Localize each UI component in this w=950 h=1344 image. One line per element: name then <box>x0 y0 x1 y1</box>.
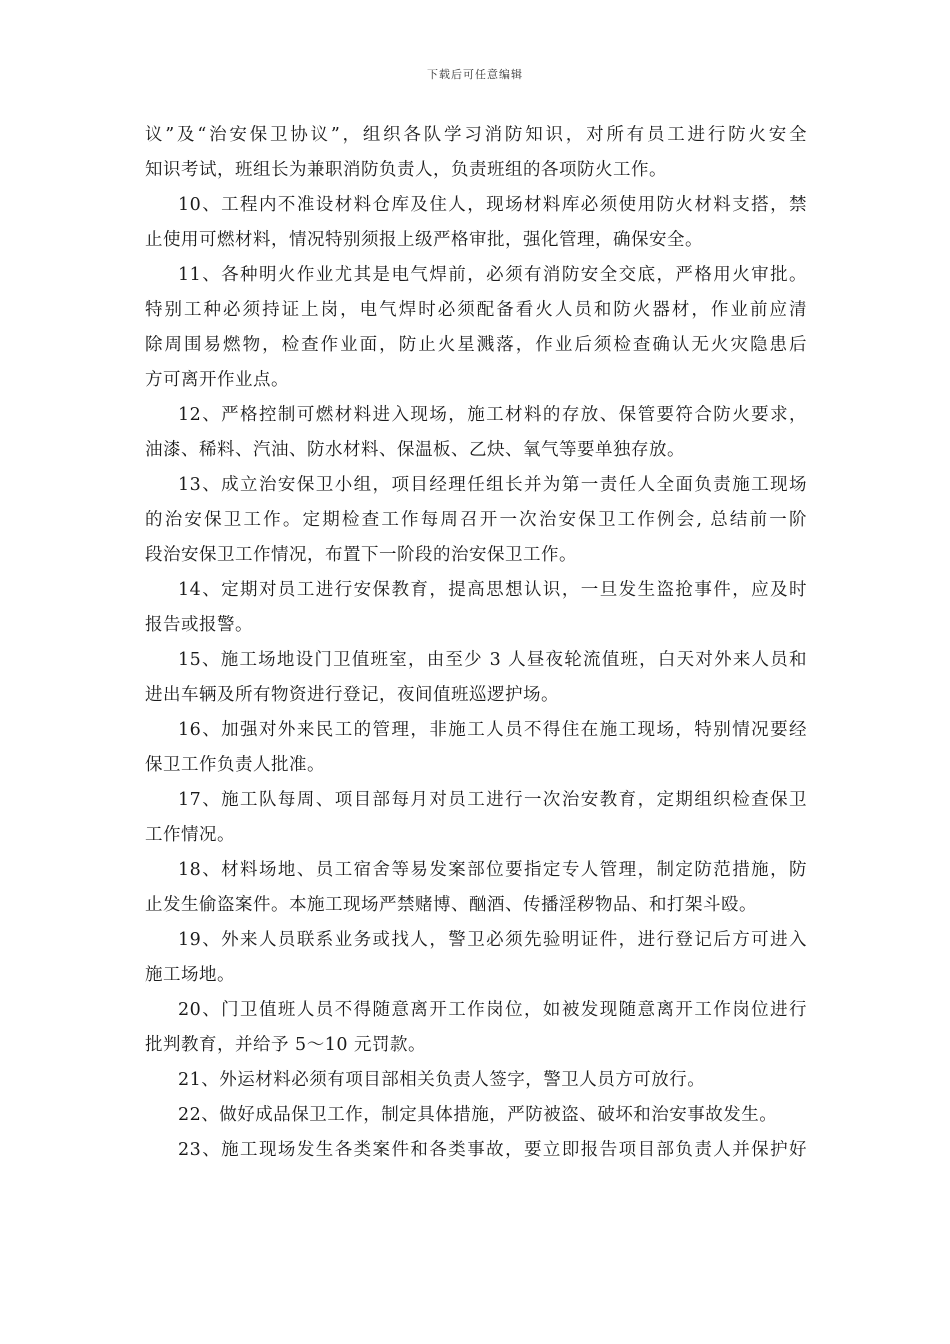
text-line: 19、外来人员联系业务或找人，警卫必须先验明证件，进行登记后方可进入 <box>178 930 807 950</box>
text-line: 22、做好成品保卫工作，制定具体措施，严防被盗、破坏和治安事故发生。 <box>178 1105 778 1125</box>
text-line: 的治安保卫工作。定期检查工作每周召开一次治安保卫工作例会, 总结前一阶 <box>145 510 807 530</box>
text-line: 工作情况。 <box>145 825 235 845</box>
text-line: 除周围易燃物，检查作业面，防止火星溅落，作业后须检查确认无火灾隐患后 <box>145 335 807 355</box>
text-line: 保卫工作负责人批准。 <box>145 755 325 775</box>
text-line: 14、定期对员工进行安保教育，提高思想认识，一旦发生盗抢事件，应及时 <box>178 580 807 600</box>
text-line: 知识考试，班组长为兼职消防负责人，负责班组的各项防火工作。 <box>145 160 667 180</box>
text-line: 议”及“治安保卫协议”，组织各队学习消防知识，对所有员工进行防火安全 <box>145 125 807 145</box>
text-line: 18、材料场地、员工宿舍等易发案部位要指定专人管理，制定防范措施，防 <box>178 860 807 880</box>
text-line: 批判教育，并给予 5～10 元罚款。 <box>145 1035 427 1055</box>
text-line: 段治安保卫工作情况，布置下一阶段的治安保卫工作。 <box>145 545 577 565</box>
text-line: 止发生偷盗案件。本施工现场严禁赌博、酗酒、传播淫秽物品、和打架斗殴。 <box>145 895 757 915</box>
text-line: 进出车辆及所有物资进行登记，夜间值班巡逻护场。 <box>145 685 559 705</box>
text-line: 17、施工队每周、项目部每月对员工进行一次治安教育，定期组织检查保卫 <box>178 790 807 810</box>
text-line: 12、严格控制可燃材料进入现场，施工材料的存放、保管要符合防火要求， <box>178 405 807 425</box>
document-body <box>145 118 807 1168</box>
text-line: 方可离开作业点。 <box>145 370 289 390</box>
text-line: 23、施工现场发生各类案件和各类事故，要立即报告项目部负责人并保护好 <box>178 1140 807 1160</box>
text-line: 10、工程内不准设材料仓库及住人，现场材料库必须使用防火材料支搭，禁 <box>178 195 807 215</box>
text-line: 15、施工场地设门卫值班室，由至少 3 人昼夜轮流值班，白天对外来人员和 <box>178 650 807 670</box>
text-line: 施工场地。 <box>145 965 235 985</box>
text-line: 报告或报警。 <box>145 615 253 635</box>
text-line: 止使用可燃材料，情况特别须报上级严格审批，强化管理，确保安全。 <box>145 230 703 250</box>
text-line: 特别工种必须持证上岗，电气焊时必须配备看火人员和防火器材，作业前应清 <box>145 300 807 320</box>
text-line: 21、外运材料必须有项目部相关负责人签字，警卫人员方可放行。 <box>178 1070 706 1090</box>
text-line: 11、各种明火作业尤其是电气焊前，必须有消防安全交底，严格用火审批。 <box>178 265 807 285</box>
text-line: 13、成立治安保卫小组，项目经理任组长并为第一责任人全面负责施工现场 <box>178 475 807 495</box>
text-line: 16、加强对外来民工的管理，非施工人员不得住在施工现场，特别情况要经 <box>178 720 807 740</box>
page-header: 下载后可任意编辑 <box>427 68 523 81</box>
text-line: 油漆、稀料、汽油、防水材料、保温板、乙炔、氧气等要单独存放。 <box>145 440 685 460</box>
text-line: 20、门卫值班人员不得随意离开工作岗位，如被发现随意离开工作岗位进行 <box>178 1000 807 1020</box>
